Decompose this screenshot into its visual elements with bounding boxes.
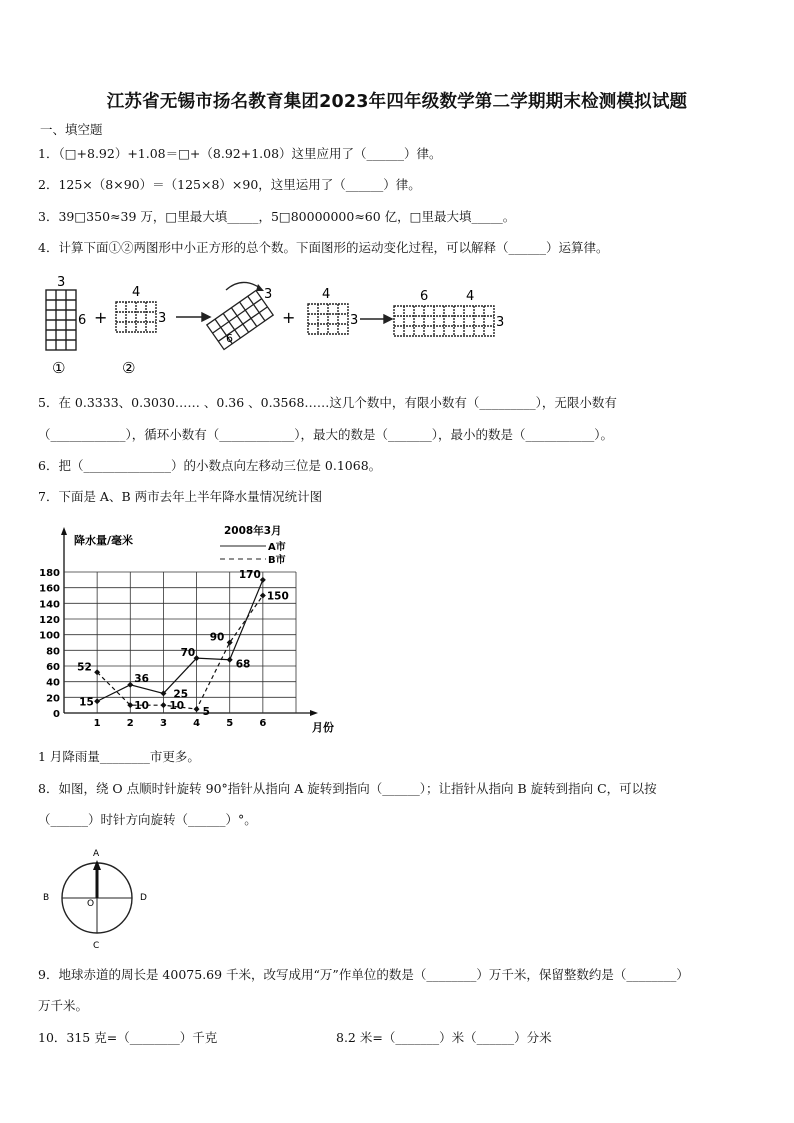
chart-y-axis-label: 降水量/毫米 [74,534,134,547]
page-title: 江苏省无锡市扬名教育集团2023年四年级数学第二学期期末检测模拟试题 [106,92,688,112]
rotation-arrowhead-icon [256,284,264,291]
legend-b-label: B市 [268,555,286,566]
chart-title: 2008年3月 [224,525,282,537]
chart-x-axis-label: 月份 [312,721,334,734]
data-label: 36 [134,672,149,685]
result-top-right-label: 4 [466,289,475,304]
legend-a-label: A市 [268,542,286,553]
series-line-a [97,580,263,701]
data-label: 10 [169,700,185,713]
data-label: 90 [209,631,225,644]
fig1-side-label: 6 [78,313,87,328]
question-6: 6．把（______________）的小数点向左移动三位是 0.1068。 [38,458,382,473]
q4-figure [30,270,510,378]
section-heading: 一、填空题 [40,122,103,137]
plus-sign: + [94,308,108,327]
rotated-top-label: 3 [264,287,273,302]
y-tick-label: 0 [53,709,60,720]
grid-figure-4 [308,304,348,334]
x-tick-label: 6 [259,718,267,729]
rotation-arrow-icon [226,282,260,290]
compass-label-b: B [43,893,50,903]
fig4-top-label: 4 [322,287,331,302]
data-label: 150 [266,590,289,603]
y-tick-label: 60 [46,662,60,673]
question-10-part-b: 8.2 米=（_______）米（______）分米 [336,1030,552,1045]
fig4-side-label: 3 [350,313,359,328]
y-tick-label: 140 [39,599,60,611]
data-label: 10 [134,700,149,713]
grid-figure-2 [116,302,156,332]
plus-sign-2: + [282,308,296,327]
result-top-left-label: 6 [420,289,429,304]
data-point-b [260,593,266,599]
x-tick-label: 1 [93,718,101,729]
compass-label-a: A [93,849,100,859]
question-3: 3．39□350≈39 万，□里最大填_____，5□80000000≈60 亿，□里最大填_____。 [38,209,516,224]
data-point-a [94,698,100,704]
data-point-a [227,657,233,663]
data-label: 70 [180,647,196,660]
data-label: 15 [79,696,94,709]
y-tick-label: 120 [39,615,60,626]
fig2-top-label: 4 [132,285,141,300]
question-10-part-a: 10．315 克=（________）千克 [38,1030,218,1045]
fig2-number: ② [122,359,136,377]
compass-label-o: O [87,899,95,909]
question-1: 1．（□+8.92）+1.08＝□+（8.92+1.08）这里应用了（______）律。 [38,146,442,161]
fig1-top-label: 3 [57,275,66,290]
data-point-b [160,702,166,708]
data-label: 52 [77,661,92,674]
question-8-line2: （______）时针方向旋转（______）°。 [38,812,257,827]
rotated-side-label: 6 [226,332,233,345]
data-label: 25 [173,688,189,701]
question-5-line2: （____________），循环小数有（____________），最大的数是（_______），最小的数是（___________）。 [38,427,614,442]
question-8-line1: 8．如图，绕 O 点顺时针旋转 90°指针从指向 A 旋转到指向（______）；让指针从指向 B 旋转到指向 C，可以按 [38,781,657,796]
y-tick-label: 160 [39,583,60,595]
x-tick-label: 4 [193,718,201,729]
compass-figure [36,844,166,952]
result-side-label: 3 [496,315,505,330]
question-9-line2: 万千米。 [38,998,89,1013]
data-label: 170 [238,568,261,581]
grid-result-figure [394,306,494,336]
chart-ticks [39,568,266,729]
compass-label-c: C [93,941,100,951]
fig1-number: ① [52,359,66,377]
data-point-b [194,706,200,712]
x-tick-label: 3 [159,718,167,729]
pointer-arrowhead-icon [93,860,101,870]
x-tick-label: 5 [226,718,234,729]
y-tick-label: 20 [46,693,60,705]
question-7: 7．下面是 A、B 两市去年上半年降水量情况统计图 [38,489,323,504]
fig2-side-label: 3 [158,311,167,326]
y-tick-label: 180 [39,568,60,579]
arrow-icon [176,313,210,321]
question-4: 4．计算下面①②两图形中小正方形的总个数。下面图形的运动变化过程，可以解释（______）运算律。 [38,240,609,255]
compass-label-d: D [140,893,147,903]
y-tick-label: 80 [46,646,60,658]
y-tick-label: 40 [46,677,60,689]
x-axis-arrowhead-icon [310,710,318,716]
question-7-answer: 1 月降雨量________市更多。 [38,749,200,764]
arrow-icon-2 [360,315,392,323]
rainfall-line-chart [30,515,360,740]
question-9-line1: 9．地球赤道的周长是 40075.69 千米，改写成用“万”作单位的数是（________）万千米，保留整数约是（________） [38,967,689,982]
data-label: 5 [202,706,210,719]
data-point-a [127,682,133,688]
x-tick-label: 2 [126,718,134,729]
y-tick-label: 100 [39,630,60,642]
y-axis-arrowhead-icon [61,527,67,535]
question-5-line1: 5．在 0.3333、0.3030…… 、0.36 、0.3568……这几个数中，有限小数有（_________），无限小数有 [38,395,617,410]
grid-figure-1 [46,290,76,350]
question-2: 2．125×（8×90）＝（125×8）×90，这里运用了（______）律。 [38,177,421,192]
data-label: 68 [235,658,251,671]
